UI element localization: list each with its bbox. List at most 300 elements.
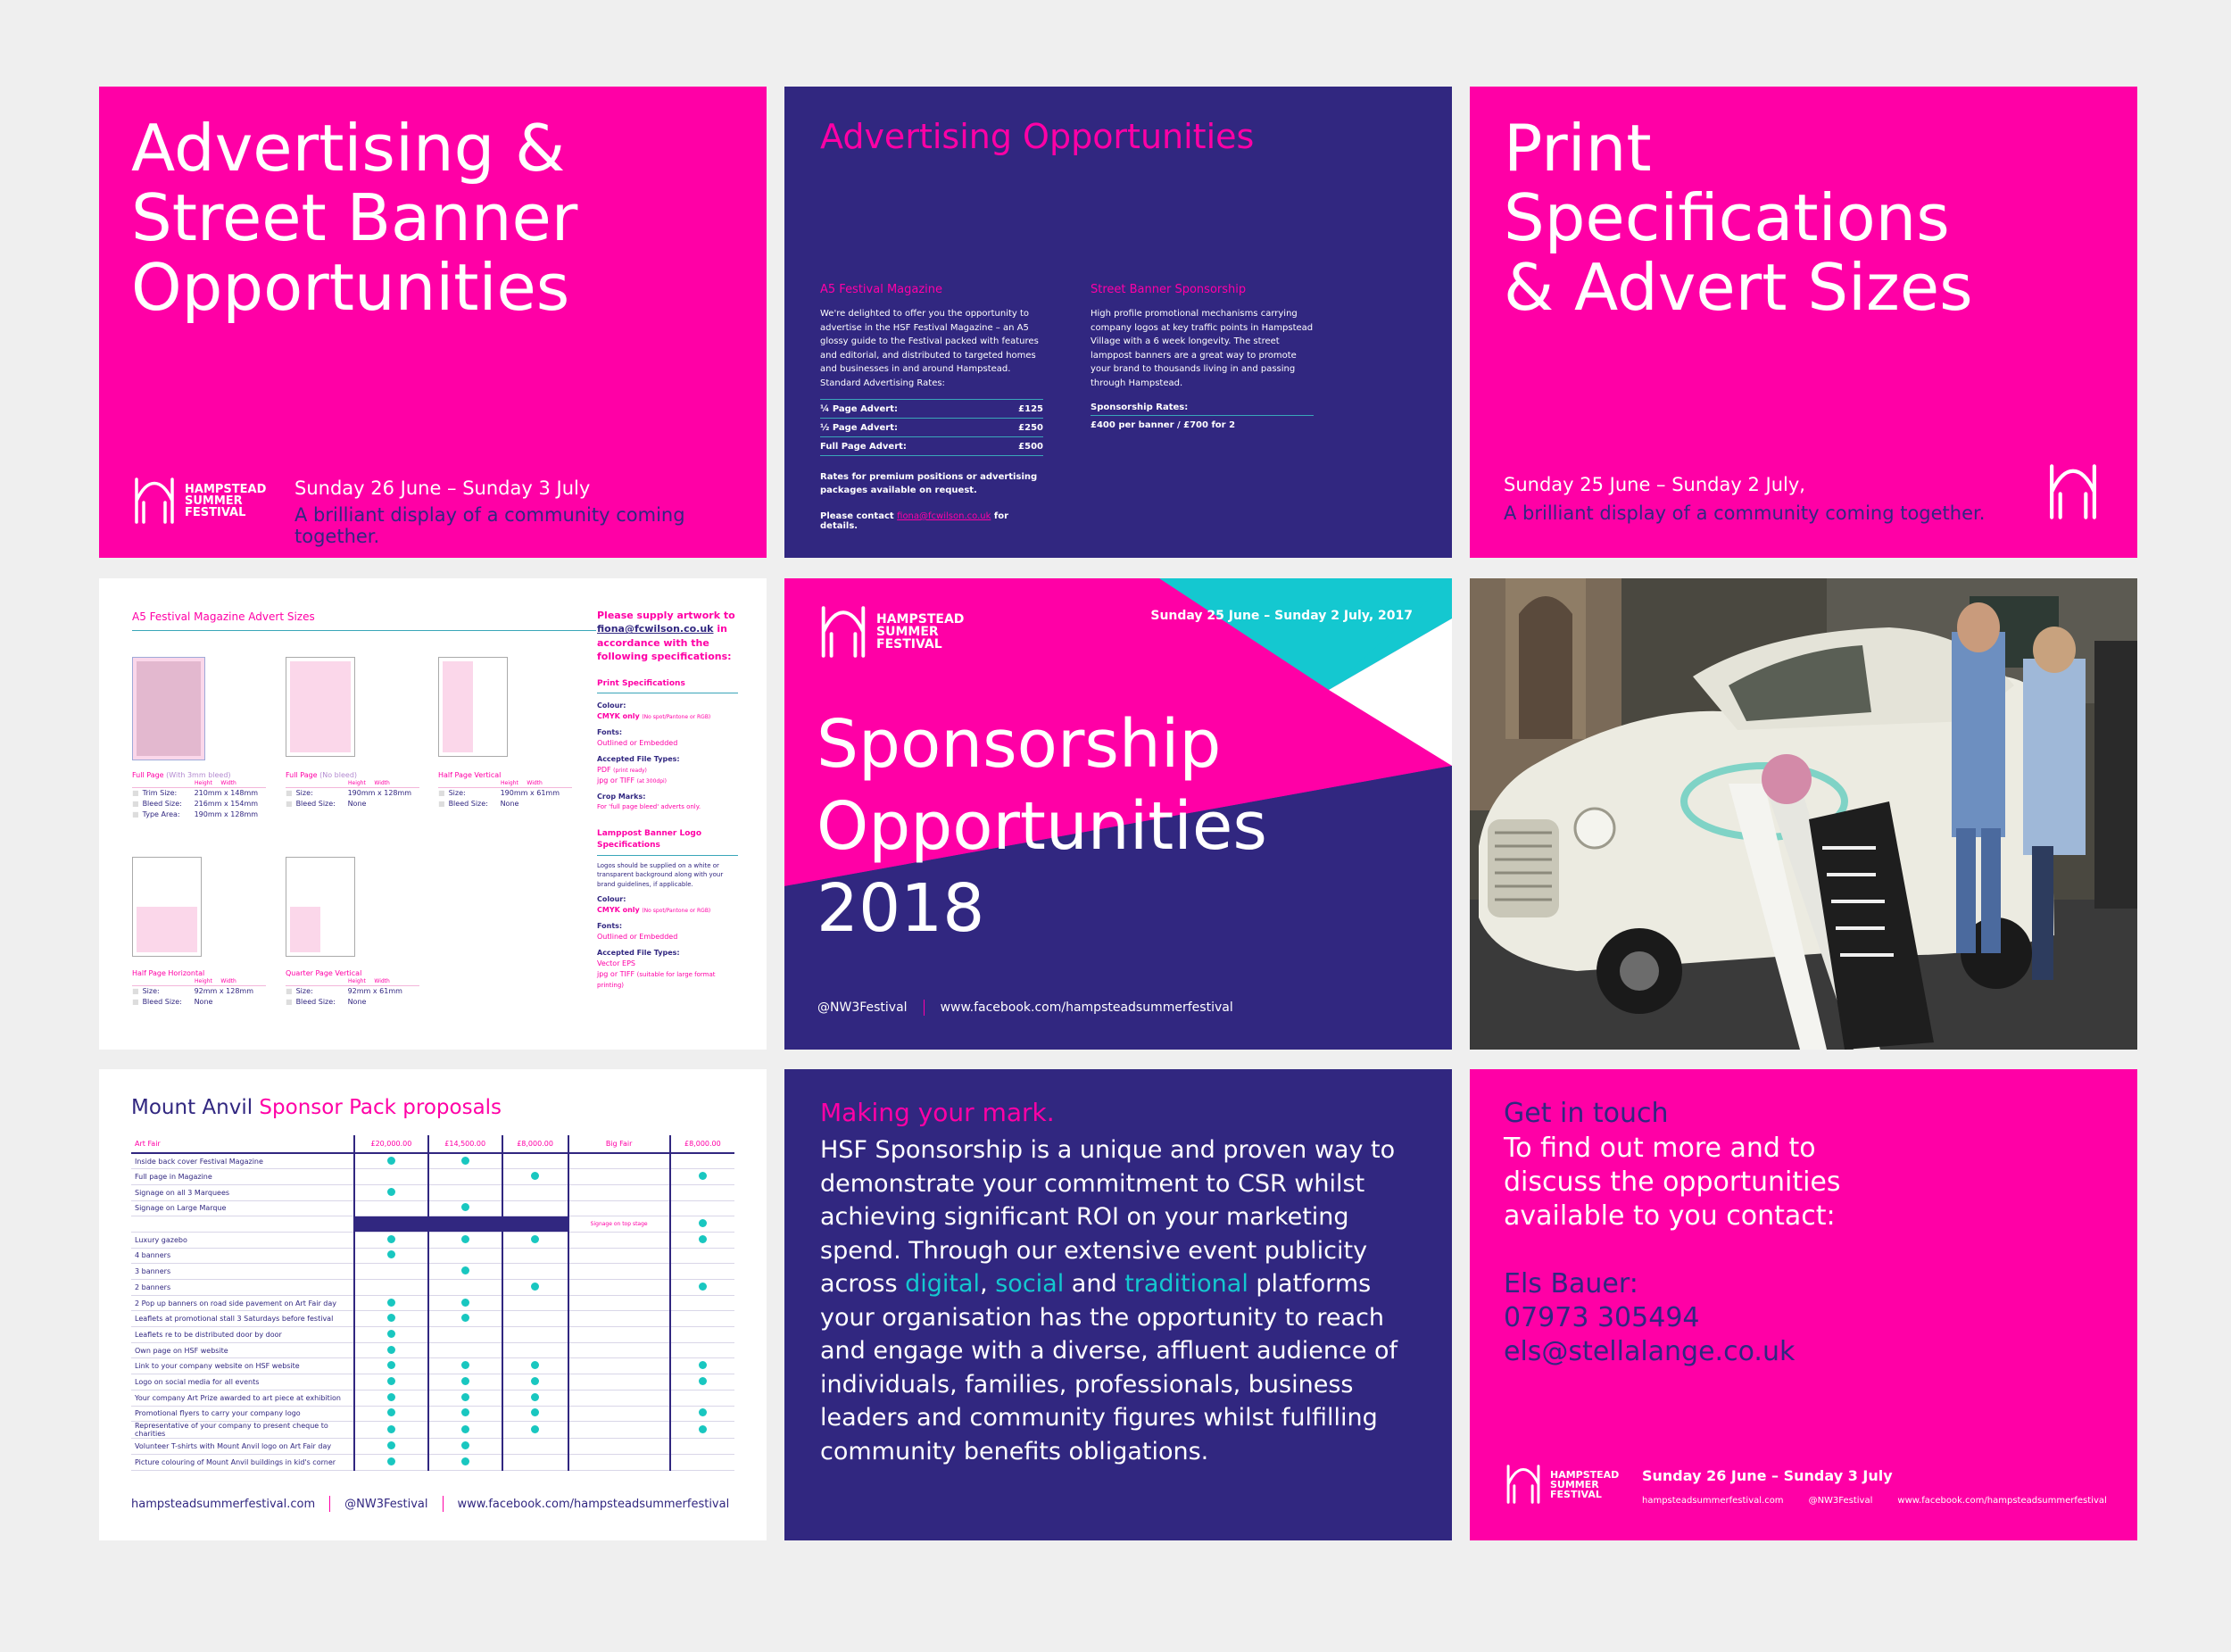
spec-value: 190mm x 128mm <box>347 789 412 797</box>
table-row <box>131 1248 734 1264</box>
table-row <box>131 1216 734 1233</box>
print-tagline: A brilliant display of a community coming together. <box>1504 502 1986 524</box>
included-dot <box>699 1408 707 1416</box>
footer-divider <box>924 1000 925 1016</box>
row-label: Leaflets re to be distributed door by door <box>131 1327 354 1343</box>
included-dot <box>531 1425 539 1433</box>
twitter-link[interactable]: @NW3Festival <box>1808 1496 1873 1506</box>
hsf-logo-icon <box>1504 1462 1543 1507</box>
mark-heading: Making your mark. <box>820 1098 1055 1127</box>
contact-intro-line: available to you contact: <box>1504 1200 1836 1232</box>
package-cell <box>568 1390 670 1406</box>
package-cell <box>354 1358 428 1374</box>
spec-key: Size: <box>295 789 313 797</box>
contact-email-link[interactable]: fiona@fcwilson.co.uk <box>897 511 991 521</box>
package-cell <box>502 1248 568 1264</box>
included-dot <box>387 1361 395 1369</box>
logo-line: SUMMER <box>876 625 939 639</box>
package-cell <box>428 1248 502 1264</box>
package-cell <box>428 1280 502 1296</box>
contact-email[interactable]: els@stellalange.co.uk <box>1504 1336 1796 1367</box>
mark-word-digital: digital <box>905 1270 981 1298</box>
included-dot <box>461 1457 469 1465</box>
package-cell <box>670 1342 734 1358</box>
cover-title-line: Street Banner <box>131 180 578 255</box>
table-row <box>131 1454 734 1470</box>
files-note: (suitable for large format printing) <box>597 971 716 990</box>
files-key: Accepted File Types: <box>597 755 680 764</box>
supply-email-link[interactable]: fiona@fcwilson.co.uk <box>597 623 714 635</box>
ad-thumbnail <box>286 657 355 757</box>
ad-size-name <box>132 771 266 779</box>
cover-title-line: Opportunities <box>131 250 570 325</box>
package-cell <box>354 1439 428 1455</box>
included-dot <box>461 1361 469 1369</box>
table-row <box>131 1200 734 1216</box>
package-cell <box>502 1311 568 1327</box>
included-dot <box>461 1266 469 1274</box>
supply-post: in accordance with the following specifications: <box>597 623 732 663</box>
included-dot <box>461 1377 469 1385</box>
package-cell <box>354 1342 428 1358</box>
package-cell <box>568 1200 670 1216</box>
package-cell <box>670 1280 734 1296</box>
row-label: Full page in Magazine <box>131 1169 354 1185</box>
spec-key: Size: <box>142 987 160 995</box>
included-dot <box>387 1330 395 1338</box>
ad-spec-row: ■ Size: 92mm x 61mm <box>286 985 419 997</box>
package-cell <box>670 1232 734 1248</box>
logo-line: FESTIVAL <box>1550 1488 1602 1500</box>
festival-logo <box>817 603 964 660</box>
row-label: Own page on HSF website <box>131 1342 354 1358</box>
package-cell <box>568 1454 670 1470</box>
website-link[interactable]: hampsteadsummerfestival.com <box>131 1497 316 1511</box>
ad-thumbnail <box>286 857 355 957</box>
colour-note: (No spot/Pantone or RGB) <box>642 714 711 721</box>
col-width: Width <box>374 780 390 786</box>
package-cell <box>568 1358 670 1374</box>
package-cell <box>502 1280 568 1296</box>
rate-row <box>820 419 1043 437</box>
package-cell <box>502 1439 568 1455</box>
col-width: Width <box>220 780 236 786</box>
table-row <box>131 1374 734 1391</box>
lamppost-body: Logos should be supplied on a white or transparent background along with your brand guidelines, if applicable. <box>597 861 724 888</box>
row-label: Volunteer T-shirts with Mount Anvil logo on Art Fair day <box>131 1439 354 1455</box>
package-cell <box>428 1200 502 1216</box>
spec-column <box>597 609 738 991</box>
ad-size-name <box>438 771 572 779</box>
spec-value: 190mm x 128mm <box>194 810 259 818</box>
package-cell <box>502 1232 568 1248</box>
ad-name: Full Page <box>286 771 318 779</box>
card-sponsor-pack <box>99 1069 767 1540</box>
crop-key: Crop Marks: <box>597 793 646 801</box>
festival-logo <box>131 476 266 526</box>
contact-line <box>820 511 1043 531</box>
footer-divider <box>443 1496 444 1512</box>
print-dates: Sunday 25 June – Sunday 2 July, <box>1504 474 1805 495</box>
package-cell <box>670 1295 734 1311</box>
included-dot <box>387 1408 395 1416</box>
included-dot <box>387 1299 395 1307</box>
included-dot <box>699 1377 707 1385</box>
spec-key: Bleed Size: <box>142 998 182 1006</box>
rate-row <box>820 437 1043 456</box>
ad-name: Full Page <box>132 771 164 779</box>
sponsor-rates-label: Sponsorship Rates: <box>1091 403 1314 416</box>
package-cell <box>670 1200 734 1216</box>
mark-word-social: social <box>995 1270 1065 1298</box>
ad-spec-row: ■ Bleed Size: None <box>438 800 519 808</box>
mark-body-part: and <box>1064 1270 1125 1298</box>
table-row <box>131 1280 734 1296</box>
logo-line: FESTIVAL <box>185 505 246 519</box>
package-cell <box>670 1374 734 1391</box>
package-cell <box>568 1342 670 1358</box>
included-dot <box>461 1203 469 1211</box>
package-cell <box>502 1169 568 1185</box>
row-label: Your company Art Prize awarded to art piece at exhibition <box>131 1390 354 1406</box>
included-dot <box>387 1314 395 1322</box>
package-cell <box>502 1264 568 1280</box>
included-dot <box>387 1393 395 1401</box>
table-row <box>131 1232 734 1248</box>
ad-spec-row: ■ Size: 92mm x 128mm <box>132 985 266 997</box>
package-cell <box>568 1280 670 1296</box>
logo-line: FESTIVAL <box>876 637 942 652</box>
fonts-value: Outlined or Embedded <box>597 739 678 748</box>
column-header: Big Fair <box>568 1135 670 1153</box>
contact-intro <box>1504 1132 1841 1233</box>
website-link[interactable]: hampsteadsummerfestival.com <box>1642 1496 1784 1506</box>
ad-name: Half Page Vertical <box>438 771 502 779</box>
ad-note: (With 3mm bleed) <box>166 771 231 779</box>
package-cell <box>670 1264 734 1280</box>
included-dot <box>531 1393 539 1401</box>
logo-line: HAMPSTEAD <box>185 482 267 496</box>
card-photo <box>1470 578 2137 1050</box>
col-height: Height <box>501 780 518 786</box>
ad-spec-row: ■ Bleed Size: None <box>132 998 213 1006</box>
card-print-specs-cover <box>1470 87 2137 558</box>
rate-price: £125 <box>1018 404 1043 414</box>
table-row <box>131 1327 734 1343</box>
row-label: Representative of your company to present cheque to charities <box>131 1422 354 1439</box>
ad-spec-row: ■ Type Area: 190mm x 128mm <box>132 810 259 818</box>
package-cell <box>428 1216 502 1233</box>
package-cell <box>354 1311 428 1327</box>
files-note: (at 300dpi) <box>636 778 668 785</box>
hsf-logo-icon <box>817 603 869 660</box>
package-cell <box>354 1216 428 1233</box>
supply-text <box>597 609 738 664</box>
package-cell <box>670 1422 734 1439</box>
package-cell <box>568 1439 670 1455</box>
column-header: £8,000.00 <box>670 1135 734 1153</box>
sponsor-title-line: 2018 <box>817 870 985 947</box>
package-cell <box>670 1184 734 1200</box>
colour-key: Colour: <box>597 895 626 904</box>
card-sponsorship-cover <box>784 578 1452 1050</box>
contact-intro-line: discuss the opportunities <box>1504 1166 1841 1198</box>
table-row <box>131 1422 734 1439</box>
street-banner-column <box>1091 283 1314 430</box>
facebook-link[interactable]: www.facebook.com/hampsteadsummerfestival <box>1897 1496 2107 1506</box>
facebook-link[interactable]: www.facebook.com/hampsteadsummerfestival <box>457 1497 730 1511</box>
files-value: jpg or TIFF <box>597 776 635 785</box>
colour-note: (No spot/Pantone or RGB) <box>642 908 711 915</box>
print-title-line: & Advert Sizes <box>1504 250 1973 325</box>
column-header: £20,000.00 <box>354 1135 428 1153</box>
hsf-logo-icon <box>131 476 178 526</box>
files-value: Vector EPS <box>597 959 635 968</box>
package-cell <box>354 1248 428 1264</box>
rate-row <box>820 400 1043 419</box>
twitter-link[interactable]: @NW3Festival <box>344 1497 428 1511</box>
included-dot <box>461 1157 469 1165</box>
rate-price: £500 <box>1018 442 1043 452</box>
hsf-logo-icon <box>2045 461 2101 522</box>
package-cell <box>502 1358 568 1374</box>
spec-value: 190mm x 61mm <box>500 789 560 797</box>
package-cell <box>428 1295 502 1311</box>
package-cell <box>502 1327 568 1343</box>
included-dot <box>387 1346 395 1354</box>
sizes-heading: A5 Festival Magazine Advert Sizes <box>132 610 315 623</box>
print-title-line: Specifications <box>1504 180 1950 255</box>
contact-post: for details. <box>820 511 1009 531</box>
proposal-table <box>131 1135 734 1471</box>
proposal-table-wrap <box>131 1135 734 1471</box>
row-label: Logo on social media for all events <box>131 1374 354 1391</box>
contact-dates: Sunday 26 June – Sunday 3 July <box>1642 1467 1893 1484</box>
row-label: Picture colouring of Mount Anvil buildings in kid's corner <box>131 1454 354 1470</box>
ad-name: Quarter Page Vertical <box>286 969 362 977</box>
included-dot <box>387 1425 395 1433</box>
row-label: Signage on all 3 Marquees <box>131 1184 354 1200</box>
included-dot <box>531 1172 539 1180</box>
cover-title-line: Advertising & <box>131 111 566 186</box>
card-advertising-cover <box>99 87 767 558</box>
spec-value: 92mm x 128mm <box>194 987 254 995</box>
logo-line: HAMPSTEAD <box>1550 1468 1620 1481</box>
column-header: Art Fair <box>131 1135 354 1153</box>
included-dot <box>387 1377 395 1385</box>
ad-spec-row: ■ Bleed Size: 216mm x 154mm <box>132 800 259 808</box>
package-cell <box>428 1232 502 1248</box>
spec-key: Bleed Size: <box>448 800 488 808</box>
package-cell <box>428 1406 502 1422</box>
ad-thumbnail <box>132 657 205 760</box>
rate-label: ½ Page Advert: <box>820 423 898 433</box>
contact-phone[interactable]: 07973 305494 <box>1504 1302 1700 1333</box>
contact-intro-line: To find out more and to <box>1504 1133 1816 1164</box>
included-dot <box>531 1408 539 1416</box>
table-row <box>131 1439 734 1455</box>
row-label: Promotional flyers to carry your company logo <box>131 1406 354 1422</box>
included-dot <box>531 1377 539 1385</box>
package-cell <box>354 1390 428 1406</box>
street-banner-heading: Street Banner Sponsorship <box>1091 283 1247 296</box>
package-cell <box>670 1153 734 1169</box>
package-cell <box>354 1169 428 1185</box>
footer-divider <box>329 1496 330 1512</box>
files-value: PDF <box>597 766 611 775</box>
sponsor-rates-value: £400 per banner / £700 for 2 <box>1091 420 1236 430</box>
package-cell <box>670 1169 734 1185</box>
package-cell <box>428 1422 502 1439</box>
sizes-heading-rule <box>132 630 596 631</box>
included-dot <box>461 1314 469 1322</box>
row-label: Signage on Large Marque <box>131 1200 354 1216</box>
ad-opp-title: Advertising Opportunities <box>820 117 1255 156</box>
pack-title-rest: Sponsor Pack proposals <box>259 1096 502 1119</box>
included-dot <box>387 1235 395 1243</box>
ice-cream-taxi-photo <box>1470 578 2137 1050</box>
logo-line: HAMPSTEAD <box>876 612 965 627</box>
facebook-link[interactable]: www.facebook.com/hampsteadsummerfestival <box>940 1000 1233 1015</box>
package-cell <box>568 1295 670 1311</box>
card-get-in-touch <box>1470 1069 2137 1540</box>
logo-line: SUMMER <box>185 494 243 508</box>
ad-size-name <box>132 969 266 977</box>
package-cell <box>428 1311 502 1327</box>
package-cell <box>568 1232 670 1248</box>
table-row <box>131 1264 734 1280</box>
package-cell <box>502 1454 568 1470</box>
logo-line: SUMMER <box>1550 1478 1599 1490</box>
included-dot <box>531 1283 539 1291</box>
package-cell <box>568 1422 670 1439</box>
package-cell <box>428 1342 502 1358</box>
rate-label: Full Page Advert: <box>820 442 907 452</box>
contact-name: Els Bauer: <box>1504 1268 1638 1299</box>
package-cell <box>428 1390 502 1406</box>
print-title <box>1504 111 1973 325</box>
contact-heading: Get in touch <box>1504 1098 1669 1129</box>
package-cell <box>670 1311 734 1327</box>
magazine-column <box>820 283 1043 531</box>
included-dot <box>699 1283 707 1291</box>
package-cell <box>354 1184 428 1200</box>
table-row <box>131 1184 734 1200</box>
package-cell <box>428 1358 502 1374</box>
package-cell <box>428 1153 502 1169</box>
table-row <box>131 1342 734 1358</box>
package-cell <box>502 1422 568 1439</box>
package-cell <box>670 1454 734 1470</box>
table-row <box>131 1406 734 1422</box>
sponsor-title-line: Sponsorship <box>817 706 1222 783</box>
mark-body <box>820 1133 1427 1468</box>
spec-key: Bleed Size: <box>295 998 336 1006</box>
included-dot <box>461 1408 469 1416</box>
package-cell <box>502 1374 568 1391</box>
package-cell <box>428 1327 502 1343</box>
package-cell <box>568 1311 670 1327</box>
fonts-key: Fonts: <box>597 728 623 737</box>
contact-pre: Please contact <box>820 511 898 521</box>
col-width: Width <box>527 780 543 786</box>
card-advertising-opportunities <box>784 87 1452 558</box>
ad-thumbnail <box>438 657 508 757</box>
spec-value: 216mm x 154mm <box>194 800 259 808</box>
package-cell <box>568 1153 670 1169</box>
package-cell <box>428 1374 502 1391</box>
package-cell <box>502 1406 568 1422</box>
package-cell: Signage on top stage <box>568 1216 670 1233</box>
ad-spec-row: ■ Size: 190mm x 128mm <box>286 787 419 799</box>
print-title-line: Print <box>1504 111 1652 186</box>
ad-size-half-horizontal <box>132 857 266 1008</box>
card-making-your-mark <box>784 1069 1452 1540</box>
proposal-table-body <box>131 1153 734 1470</box>
package-cell <box>354 1280 428 1296</box>
column-header: £8,000.00 <box>502 1135 568 1153</box>
ad-spec-row: ■ Size: 190mm x 61mm <box>438 787 572 799</box>
package-cell <box>354 1200 428 1216</box>
package-cell <box>568 1248 670 1264</box>
files-key: Accepted File Types: <box>597 949 680 958</box>
cover-dates: Sunday 26 June – Sunday 3 July <box>294 477 591 499</box>
mark-body-part: , <box>980 1270 996 1298</box>
ad-size-full-page-nobleed <box>286 657 419 809</box>
ad-spec-row: ■ Bleed Size: None <box>286 800 367 808</box>
files-line <box>597 776 738 786</box>
included-dot <box>387 1188 395 1196</box>
mark-body-part: platforms your organisation has the opportunity to reach and engage with a diverse, affluent audience of individuals, families, professionals, business leaders and community figures whilst fulfilling community benefits obligations. <box>820 1270 1398 1465</box>
twitter-link[interactable]: @NW3Festival <box>817 1000 908 1015</box>
col-width: Width <box>220 978 236 984</box>
sponsor-title <box>817 703 1267 950</box>
ad-size-name <box>286 771 419 779</box>
package-cell <box>568 1327 670 1343</box>
magazine-heading: A5 Festival Magazine <box>820 283 943 296</box>
package-cell <box>670 1439 734 1455</box>
package-cell <box>502 1200 568 1216</box>
table-row <box>131 1358 734 1374</box>
included-dot <box>461 1393 469 1401</box>
package-cell <box>568 1406 670 1422</box>
festival-logo <box>1504 1462 1619 1507</box>
colour-key: Colour: <box>597 701 626 710</box>
ad-size-half-vertical <box>438 657 572 809</box>
ad-spec-row: ■ Bleed Size: None <box>286 998 367 1006</box>
premium-note: Rates for premium positions or advertising packages available on request. <box>820 472 1038 495</box>
sponsor-footer <box>817 1000 1233 1016</box>
package-cell <box>354 1374 428 1391</box>
ad-spec-row: ■ Trim Size: 210mm x 148mm <box>132 787 266 799</box>
package-cell <box>502 1342 568 1358</box>
card-advert-sizes <box>99 578 767 1050</box>
row-label: 3 banners <box>131 1264 354 1280</box>
col-width: Width <box>374 978 390 984</box>
package-cell <box>354 1153 428 1169</box>
package-cell <box>354 1232 428 1248</box>
included-dot <box>699 1425 707 1433</box>
package-cell <box>670 1406 734 1422</box>
table-row <box>131 1169 734 1185</box>
contact-links <box>1642 1496 2107 1506</box>
included-dot <box>387 1250 395 1258</box>
colour-value: CMYK only <box>597 906 640 915</box>
package-cell <box>428 1264 502 1280</box>
package-cell <box>428 1169 502 1185</box>
col-height: Height <box>195 978 212 984</box>
ad-size-full-page-bleed <box>132 657 266 820</box>
